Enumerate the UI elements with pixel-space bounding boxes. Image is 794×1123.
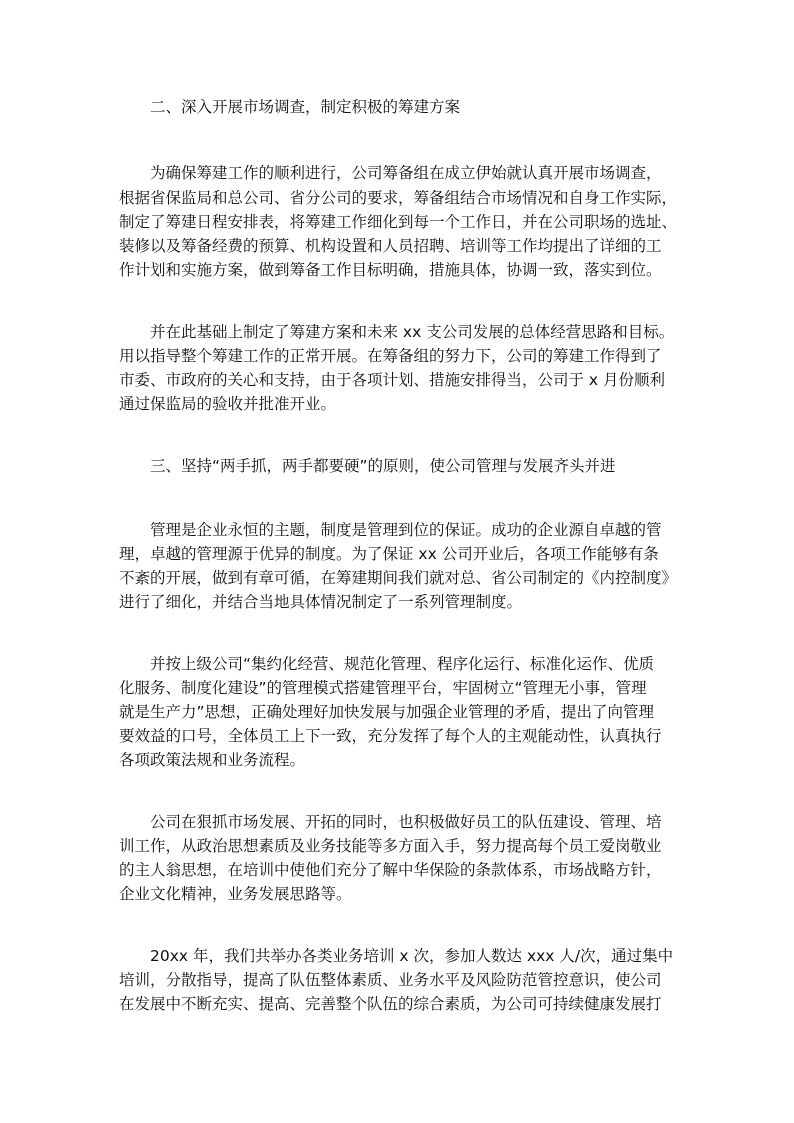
section-heading-3: 三、坚持“两手抓，两手都要硬”的原则，使公司管理与发展齐头并进 (150, 457, 616, 475)
paragraph-line: 各项政策法规和业务流程。 (119, 751, 306, 769)
paragraph-line: 要效益的口号，全体员工上下一致，充分发挥了每个人的主观能动性，认真执行 (119, 727, 662, 745)
paragraph-line: 在发展中不断充实、提高、完善整个队伍的综合素质，为公司可持续健康发展打 (119, 995, 662, 1013)
paragraph-line: 用以指导整个筹建工作的正常开展。在筹备组的努力下，公司的筹建工作得到了 (119, 347, 662, 365)
paragraph-line: 管理是企业永恒的主题，制度是管理到位的保证。成功的企业源自卓越的管 (150, 521, 662, 539)
paragraph-line: 不紊的开展，做到有章可循，在筹建期间我们就对总、省公司制定的《内控制度》 (119, 569, 678, 587)
paragraph-line: 装修以及筹备经费的预算、机构设置和人员招聘、培训等工作均提出了详细的工 (119, 237, 662, 255)
paragraph-line: 并在此基础上制定了筹建方案和未来 xx 支公司发展的总体经营思路和目标。 (150, 323, 675, 341)
section-heading-2: 二、深入开展市场调查，制定积极的筹建方案 (150, 98, 461, 116)
paragraph-line: 的主人翁思想，在培训中使他们充分了解中华保险的条款体系，市场战略方针， (119, 861, 662, 879)
paragraph-line: 通过保监局的验收并批准开业。 (119, 395, 337, 413)
paragraph-line: 市委、市政府的关心和支持，由于各项计划、措施安排得当，公司于 x 月份顺利 (119, 371, 666, 389)
paragraph-line: 培训，分散指导，提高了队伍整体素质、业务水平及风险防范管控意识，使公司 (119, 971, 662, 989)
paragraph-line: 20xx 年，我们共举办各类业务培训 x 次，参加人数达 xxx 人/次，通过集中 (150, 947, 674, 965)
paragraph-line: 理，卓越的管理源于优异的制度。为了保证 xx 公司开业后，各项工作能够有条 (119, 545, 659, 563)
paragraph-line: 公司在狠抓市场发展、开拓的同时，也积极做好员工的队伍建设、管理、培 (150, 813, 662, 831)
paragraph-line: 化服务、制度化建设”的管理模式搭建管理平台，牢固树立“管理无小事，管理 (119, 679, 647, 697)
paragraph-line: 为确保筹建工作的顺利进行，公司筹备组在成立伊始就认真开展市场调查， (150, 164, 662, 182)
paragraph-line: 企业文化精神，业务发展思路等。 (119, 885, 352, 903)
paragraph-line: 训工作，从政治思想素质及业务技能等多方面入手，努力提高每个员工爱岗敬业 (119, 837, 662, 855)
paragraph-line: 就是生产力”思想，正确处理好加快发展与加强企业管理的矛盾，提出了向管理 (119, 703, 655, 721)
paragraph-line: 根据省保监局和总公司、省分公司的要求，筹备组结合市场情况和自身工作实际， (119, 189, 678, 207)
paragraph-line: 制定了筹建日程安排表，将筹建工作细化到每一个工作日，并在公司职场的选址、 (119, 213, 678, 231)
paragraph-line: 并按上级公司“集约化经营、规范化管理、程序化运行、标准化运作、优质 (150, 655, 655, 673)
paragraph-line: 作计划和实施方案，做到筹备工作目标明确，措施具体，协调一致，落实到位。 (119, 261, 662, 279)
paragraph-line: 进行了细化，并结合当地具体情况制定了一系列管理制度。 (119, 593, 523, 611)
